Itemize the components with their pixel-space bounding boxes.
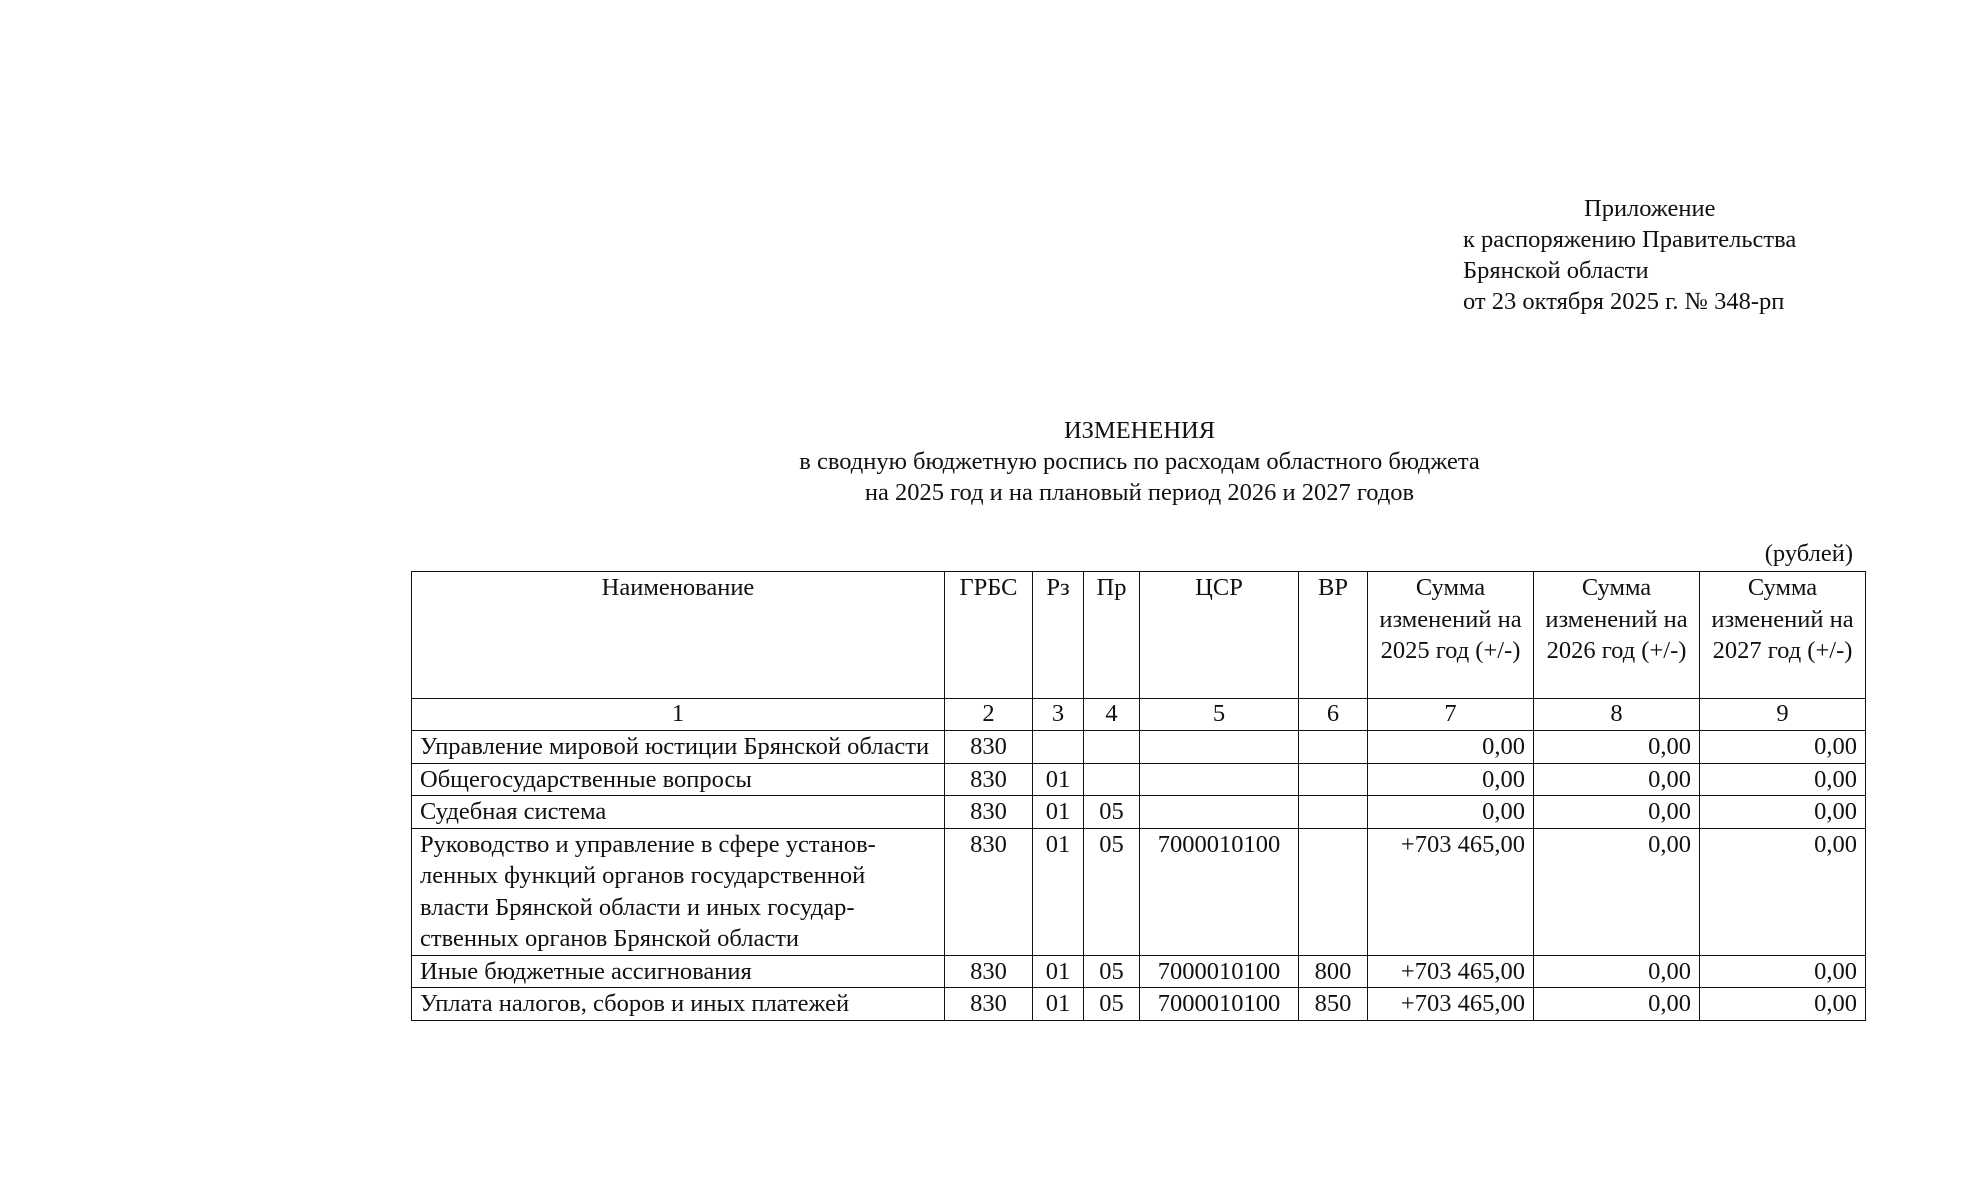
column-number: 5 <box>1140 699 1299 731</box>
column-number: 2 <box>945 699 1033 731</box>
cell-sum-2026: 0,00 <box>1534 731 1700 764</box>
cell-sum-2027: 0,00 <box>1700 828 1866 955</box>
table-row <box>412 763 1866 796</box>
appendix-reference: к распоряжению Правительства <box>1463 226 1797 253</box>
header-grbs: ГРБС <box>945 572 1033 699</box>
header-sum-2026: Сумма изменений на 2026 год (+/-) <box>1534 572 1700 699</box>
cell-sum-2025: 0,00 <box>1368 731 1534 764</box>
cell-csr: 7000010100 <box>1140 955 1299 988</box>
cell-csr <box>1140 731 1299 764</box>
title-main: ИЗМЕНЕНИЯ <box>1063 417 1216 444</box>
column-number: 9 <box>1700 699 1866 731</box>
cell-csr <box>1140 763 1299 796</box>
cell-sum-2027: 0,00 <box>1700 955 1866 988</box>
cell-sum-2027: 0,00 <box>1700 731 1866 764</box>
appendix-region: Брянской области <box>1463 257 1649 284</box>
cell-grbs: 830 <box>945 731 1033 764</box>
cell-rz <box>1033 731 1084 764</box>
cell-sum-2025: +703 465,00 <box>1368 988 1534 1021</box>
header-pr: Пр <box>1084 572 1140 699</box>
cell-name: Иные бюджетные ассигнования <box>412 955 945 988</box>
cell-name: Уплата налогов, сборов и иных платежей <box>412 988 945 1021</box>
column-number: 8 <box>1534 699 1700 731</box>
cell-pr <box>1084 763 1140 796</box>
column-number: 7 <box>1368 699 1534 731</box>
column-number: 4 <box>1084 699 1140 731</box>
cell-rz: 01 <box>1033 828 1084 955</box>
cell-sum-2027: 0,00 <box>1700 988 1866 1021</box>
cell-vr <box>1299 763 1368 796</box>
header-rz: Рз <box>1033 572 1084 699</box>
cell-grbs: 830 <box>945 828 1033 955</box>
document-title <box>412 415 1867 508</box>
cell-rz: 01 <box>1033 955 1084 988</box>
column-number: 6 <box>1299 699 1368 731</box>
cell-pr: 05 <box>1084 828 1140 955</box>
header-name: Наименование <box>412 572 945 699</box>
cell-grbs: 830 <box>945 955 1033 988</box>
cell-sum-2026: 0,00 <box>1534 988 1700 1021</box>
title-subtitle-1: в сводную бюджетную роспись по расходам областного бюджета <box>799 448 1480 475</box>
cell-csr: 7000010100 <box>1140 828 1299 955</box>
header-vr: ВР <box>1299 572 1368 699</box>
cell-name: Судебная система <box>412 796 945 829</box>
table-header-row <box>412 572 1866 699</box>
cell-sum-2027: 0,00 <box>1700 763 1866 796</box>
cell-sum-2026: 0,00 <box>1534 796 1700 829</box>
cell-sum-2027: 0,00 <box>1700 796 1866 829</box>
cell-sum-2025: +703 465,00 <box>1368 955 1534 988</box>
cell-name: Руководство и управление в сфере установ-ленных функций органов государственной власти Брянской области и иных государ-ственных органов Брянской области <box>412 828 945 955</box>
cell-pr: 05 <box>1084 796 1140 829</box>
cell-grbs: 830 <box>945 796 1033 829</box>
cell-csr <box>1140 796 1299 829</box>
cell-vr <box>1299 828 1368 955</box>
cell-pr <box>1084 731 1140 764</box>
cell-vr <box>1299 731 1368 764</box>
cell-sum-2026: 0,00 <box>1534 955 1700 988</box>
cell-vr <box>1299 796 1368 829</box>
cell-csr: 7000010100 <box>1140 988 1299 1021</box>
cell-pr: 05 <box>1084 955 1140 988</box>
cell-sum-2025: 0,00 <box>1368 763 1534 796</box>
table-row <box>412 828 1866 955</box>
cell-name: Общегосударственные вопросы <box>412 763 945 796</box>
cell-pr: 05 <box>1084 988 1140 1021</box>
cell-rz: 01 <box>1033 988 1084 1021</box>
table-row <box>412 988 1866 1021</box>
cell-rz: 01 <box>1033 763 1084 796</box>
header-csr: ЦСР <box>1140 572 1299 699</box>
cell-sum-2025: 0,00 <box>1368 796 1534 829</box>
table-row <box>412 955 1866 988</box>
cell-grbs: 830 <box>945 763 1033 796</box>
cell-sum-2025: +703 465,00 <box>1368 828 1534 955</box>
table-row <box>412 731 1866 764</box>
appendix-label: Приложение <box>1584 195 1716 222</box>
column-number: 1 <box>412 699 945 731</box>
column-number: 3 <box>1033 699 1084 731</box>
column-number-row <box>412 699 1866 731</box>
cell-vr: 850 <box>1299 988 1368 1021</box>
header-sum-2027: Сумма изменений на 2027 год (+/-) <box>1700 572 1866 699</box>
table-row <box>412 796 1866 829</box>
appendix-date-number: от 23 октября 2025 г. № 348-рп <box>1463 288 1785 315</box>
appendix-header <box>1463 193 1796 317</box>
cell-grbs: 830 <box>945 988 1033 1021</box>
cell-sum-2026: 0,00 <box>1534 763 1700 796</box>
cell-name: Управление мировой юстиции Брянской области <box>412 731 945 764</box>
cell-rz: 01 <box>1033 796 1084 829</box>
cell-sum-2026: 0,00 <box>1534 828 1700 955</box>
title-subtitle-2: на 2025 год и на плановый период 2026 и 2027 годов <box>864 479 1415 506</box>
units-label: (рублей) <box>1764 540 1853 567</box>
header-sum-2025: Сумма изменений на 2025 год (+/-) <box>1368 572 1534 699</box>
budget-changes-table <box>411 571 1866 1021</box>
cell-vr: 800 <box>1299 955 1368 988</box>
